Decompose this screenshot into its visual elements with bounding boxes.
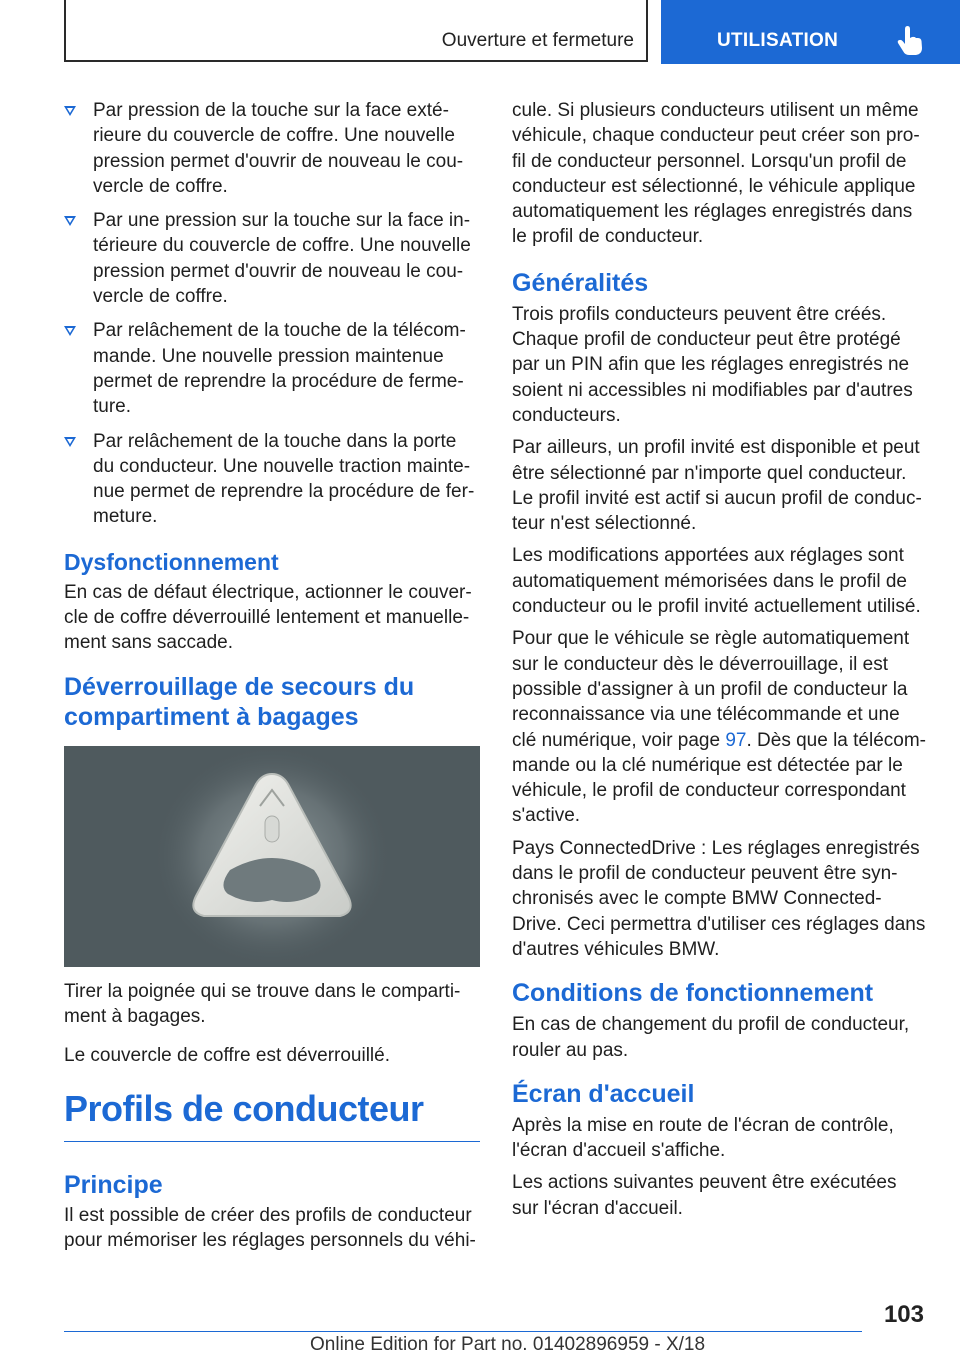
emergency-release-handle-icon [64, 746, 480, 967]
left-column [64, 98, 480, 1260]
triangle-bullet-icon [64, 106, 76, 116]
triangle-bullet-icon [64, 216, 76, 226]
principle-heading: Principe [64, 1170, 163, 1199]
emergency-release-photo [64, 746, 480, 967]
footer-edition: Online Edition for Part no. 01402896959 - X/18 [310, 1334, 706, 1355]
hand-pointer-icon [897, 26, 923, 56]
list-item: Par une pression sur la touche sur la face in-térieure du couvercle de coffre. Une nouvelle pression permet d'ouvrir de nouveau le cou-vercle de coffre. [64, 208, 480, 309]
triangle-bullet-icon [64, 437, 76, 447]
malfunction-text: En cas de défaut électrique, actionner le couver-cle de coffre déverrouillé lentement et manuelle-ment sans saccade. [64, 581, 472, 654]
general-paragraph: Par ailleurs, un profil invité est disponible et peut être sélectionné par n'importe quel conducteur. Le profil invité est actif si aucun profil de conduc-teur n'est sélectionné. [512, 437, 922, 535]
chapter-title: Profils de conducteur [64, 1087, 480, 1142]
right-column [512, 98, 928, 1228]
welcome-paragraph: Les actions suivantes peuvent être exécutées sur l'écran d'accueil. [512, 1172, 897, 1219]
emergency-release-heading: Déverrouillage de secours du compartiment à bagages [64, 672, 415, 731]
conditions-text: En cas de changement du profil de conducteur, rouler au pas. [512, 1014, 910, 1061]
general-paragraph-with-link: Pour que le véhicule se règle automatiquement sur le conducteur dès le déverrouillage, il est possible d'assigner à un profil de conducteur la reconnaissance via une télécommande et une clé numérique, voir page 97. Dès que la télécom-mande ou la clé numérique est détectée par le véhicule, le profil de conducteur correspondant s'active. [512, 628, 927, 827]
welcome-screen-heading: Écran d'accueil [512, 1079, 695, 1108]
header-chapter-title: UTILISATION [717, 30, 839, 51]
page-number: 103 [883, 1301, 924, 1328]
general-heading: Généralités [512, 268, 649, 297]
emergency-text-2: Le couvercle de coffre est déverrouillé. [64, 1045, 390, 1067]
intro-text: cule. Si plusieurs conducteurs utilisent un même véhicule, chaque conducteur peut créer son pro-fil de conducteur personnel. Lorsqu'un profil de conducteur est sélectionné, le véhicule applique automatiquement les réglages enregistrés dans le profil de conducteur. [512, 100, 920, 248]
general-paragraph: Trois profils conducteurs peuvent être créés. Chaque profil de conducteur peut être protégé par un PIN afin que les réglages enregistrés ne soient ni accessibles ni modifiables par d'autres conducteurs. [512, 303, 913, 426]
list-item: Par relâchement de la touche dans la porte du conducteur. Une nouvelle traction mainte-nue permet de reprendre la procédure de fer-meture. [64, 429, 480, 530]
page-reference-link[interactable]: 97 [725, 729, 747, 751]
list-item: Par pression de la touche sur la face exté-rieure du couvercle de coffre. Une nouvelle pression permet d'ouvrir de nouveau le cou-vercle de coffre. [64, 98, 480, 199]
conditions-heading: Conditions de fonctionnement [512, 979, 874, 1008]
malfunction-heading: Dysfonctionnement [64, 548, 279, 575]
principle-text: Il est possible de créer des profils de conducteur pour mémoriser les réglages personnels du véhi- [64, 1204, 476, 1251]
general-paragraph: Les modifications apportées aux réglages sont automatiquement mémorisées dans le profil de conducteur ou le profil invité actuellement utilisé. [512, 545, 921, 618]
triangle-bullet-icon [64, 326, 76, 336]
list-item: Par relâchement de la touche de la télécom-mande. Une nouvelle pression maintenue permet de reprendre la procédure de ferme-ture. [64, 318, 480, 419]
header-chapter-tab[interactable] [661, 0, 960, 64]
welcome-paragraph: Après la mise en route de l'écran de contrôle, l'écran d'accueil s'affiche. [512, 1114, 894, 1162]
header-section-box [64, 0, 648, 62]
emergency-text-1: Tirer la poignée qui se trouve dans le comparti-ment à bagages. [64, 980, 461, 1027]
footer-divider [64, 1331, 862, 1332]
general-paragraph: Pays ConnectedDrive : Les réglages enregistrés dans le profil de conducteur peuvent être syn-chronisés avec le compte BMW Connected-Drive. Ceci permettra d'utiliser ces réglages dans d'autres véhicules BMW. [512, 837, 926, 960]
header-section-title: Ouverture et fermeture [441, 30, 634, 51]
